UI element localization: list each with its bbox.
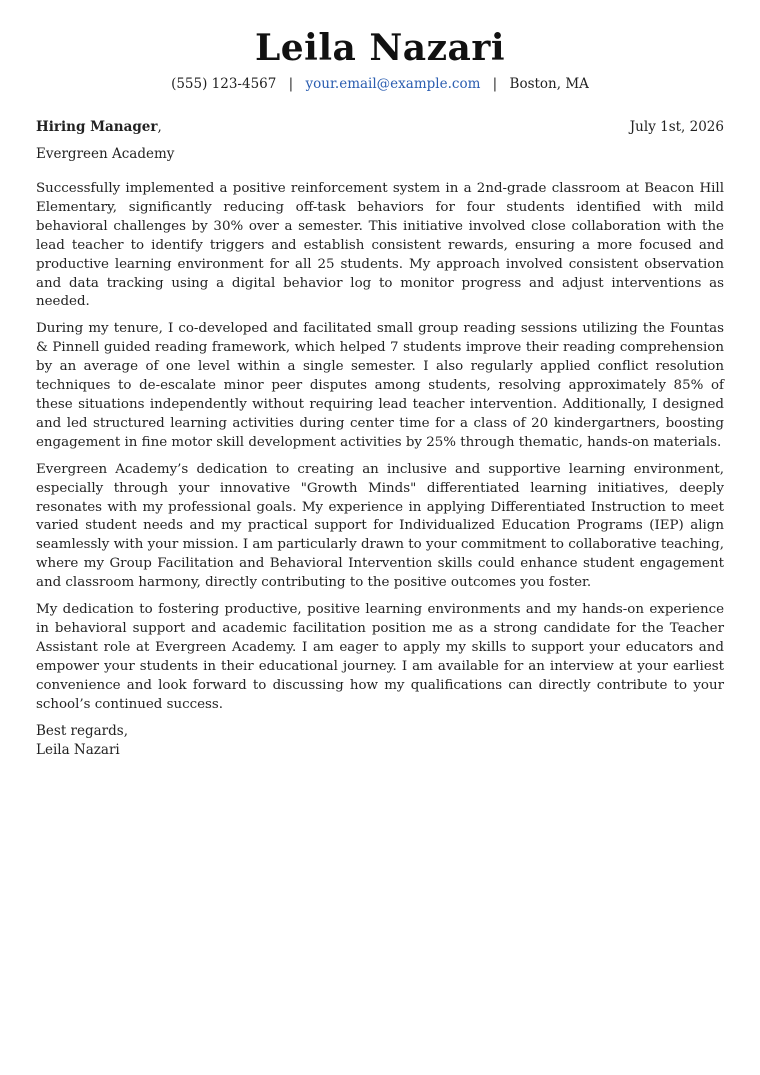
letter-meta	[36, 117, 724, 137]
body-paragraph: Evergreen Academy’s dedication to creating an inclusive and supportive learning environment, especially through your innovative "Growth Minds" differentiated learning initiatives, deeply resonates with my professional goals. My experience in applying Differentiated Instruction to meet varied student needs and my practical support for Individualized Education Programs (IEP) align seamlessly with your mission. I am particularly drawn to your commitment to collaborative teaching, where my Group Facilitation and Behavioral Intervention skills could enhance student engagement and classroom harmony, directly contributing to the positive outcomes you foster.	[36, 461, 724, 591]
recipient-comma: ,	[157, 119, 162, 135]
body-paragraph: Successfully implemented a positive reinforcement system in a 2nd-grade classroom at Beacon Hill Elementary, significantly reducing off-task behaviors for four students identified with mild behavioral challenges by 30% over a semester. This initiative involved close collaboration with the lead teacher to identify triggers and establish consistent rewards, ensuring a more focused and productive learning environment for all 25 students. My approach involved consistent observation and data tracking using a digital behavior log to monitor progress and adjust interventions as needed.	[36, 181, 724, 310]
contact-line	[36, 74, 724, 94]
letter-date: July 1st, 2026	[629, 119, 724, 135]
recipient-name: Hiring Manager	[36, 119, 158, 135]
closing-phrase: Best regards,	[36, 723, 129, 740]
email-link[interactable]: your.email@example.com	[305, 76, 481, 92]
recipient-organization: Evergreen Academy	[36, 146, 175, 162]
letter-body	[36, 180, 724, 714]
phone-number: (555) 123-4567	[171, 76, 277, 92]
applicant-name: Leila Nazari	[254, 27, 506, 69]
location: Boston, MA	[509, 76, 589, 92]
signature-name: Leila Nazari	[36, 742, 120, 759]
contact-separator: |	[492, 76, 498, 92]
recipient-line	[36, 117, 162, 137]
contact-separator: |	[288, 76, 294, 92]
body-paragraph: During my tenure, I co-developed and facilitated small group reading sessions utilizing the Fountas & Pinnell guided reading framework, which helped 7 students improve their reading comprehension by an average of one level within a single semester. I also regularly applied conflict resolution techniques to de-escalate minor peer disputes among students, resolving approximately 85% of these situations independently without requiring lead teacher intervention. Additionally, I designed and led structured learning activities during center time for a class of 20 kindergartners, boosting engagement in fine motor skill development activities by 25% through thematic, hands-on materials.	[36, 321, 724, 450]
body-paragraph: My dedication to fostering productive, positive learning environments and my hands-on experience in behavioral support and academic facilitation position me as a strong candidate for the Teacher Assistant role at Evergreen Academy. I am eager to apply my skills to support your educators and empower your students in their educational journey. I am available for an interview at your earliest convenience and look forward to discussing how my qualifications can directly contribute to your school’s continued success.	[36, 602, 724, 712]
letter-closing	[36, 722, 724, 760]
